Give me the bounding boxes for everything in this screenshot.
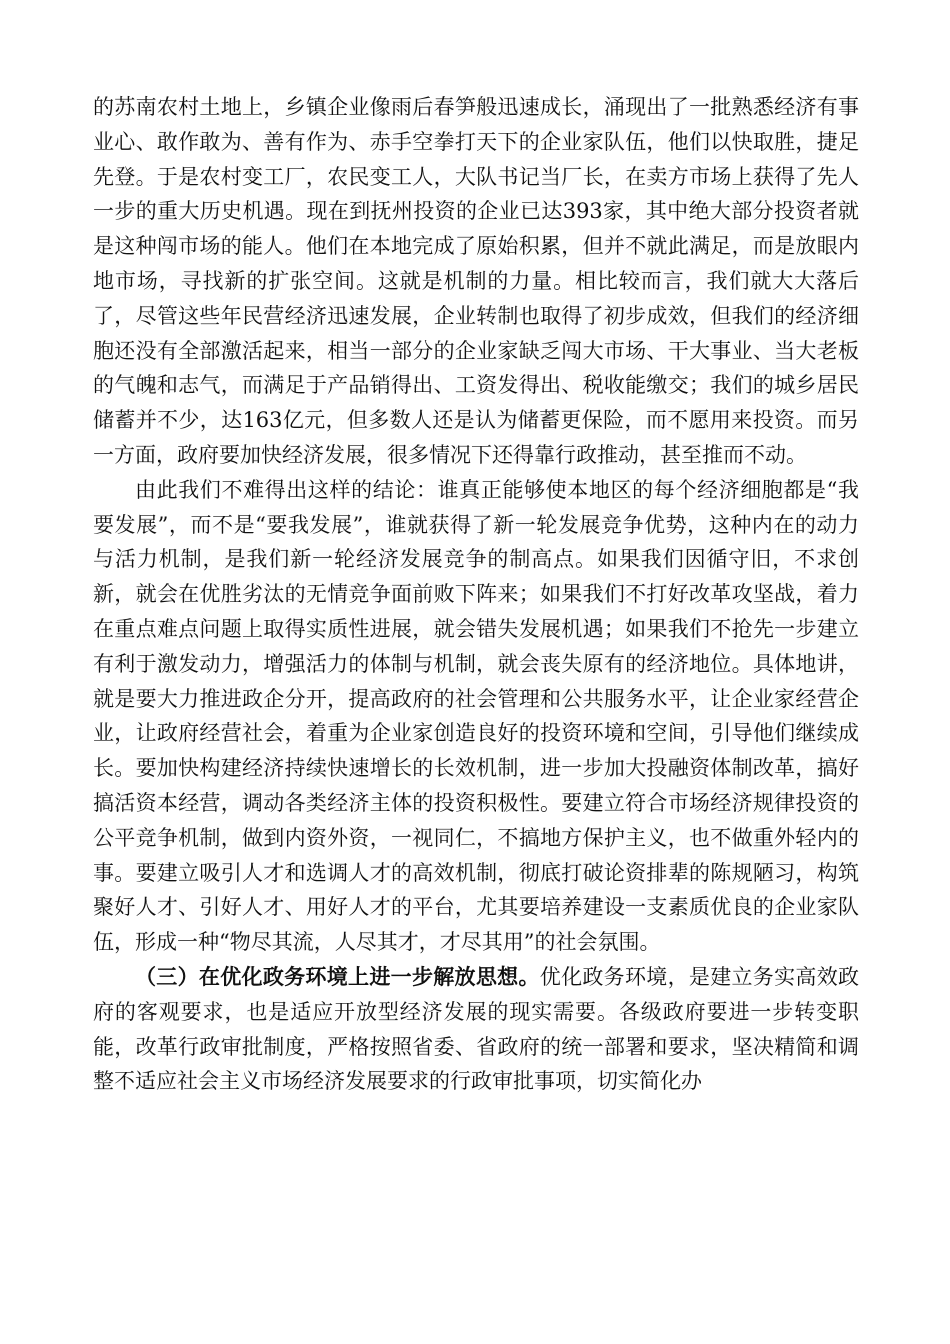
paragraph-3 — [93, 960, 859, 1099]
paragraph-3-body: 优化政务环境，是建立务实高效政府的客观要求，也是适应开放型经济发展的现实需要。各级政府要进一步转变职能，改革行政审批制度，严格按照省委、省政府的统一部署和要求，坚决精简和调整不适应社会主义市场经济发展要求的行政审批事项，切实简化办 — [93, 964, 860, 1094]
paragraph-1: 的苏南农村土地上，乡镇企业像雨后春笋般迅速成长，涌现出了一批熟悉经济有事业心、敢作敢为、善有作为、赤手空拳打天下的企业家队伍，他们以快取胜，捷足先登。于是农村变工厂，农民变工人，大队书记当厂长，在卖方市场上获得了先人一步的重大历史机遇。现在到抚州投资的企业已达393家，其中绝大部分投资者就是这种闯市场的能人。他们在本地完成了原始积累，但并不就此满足，而是放眼内地市场，寻找新的扩张空间。这就是机制的力量。相比较而言，我们就大大落后了，尽管这些年民营经济迅速发展，企业转制也取得了初步成效，但我们的经济细胞还没有全部激活起来，相当一部分的企业家缺乏闯大市场、干大事业、当大老板的气魄和志气，而满足于产品销得出、工资发得出、税收能缴交；我们的城乡居民储蓄并不少，达163亿元，但多数人还是认为储蓄更保险，而不愿用来投资。而另一方面，政府要加快经济发展，很多情况下还得靠行政推动，甚至推而不动。 — [93, 95, 859, 467]
section-heading: （三）在优化政务环境上进一步解放思想。 — [135, 963, 540, 989]
paragraph-2: 由此我们不难得出这样的结论：谁真正能够使本地区的每个经济细胞都是“我要发展”，而不是“要我发展”，谁就获得了新一轮发展竞争优势，这种内在的动力与活力机制，是我们新一轮经济发展竞争的制高点。如果我们因循守旧，不求创新，就会在优胜劣汰的无情竞争面前败下阵来；如果我们不打好改革攻坚战，着力在重点难点问题上取得实质性进展，就会错失发展机遇；如果我们不抢先一步建立有利于激发动力，增强活力的体制与机制，就会丧失原有的经济地位。具体地讲，就是要大力推进政企分开，提高政府的社会管理和公共服务水平，让企业家经营企业，让政府经营社会，着重为企业家创造良好的投资环境和空间，引导他们继续成长。要加快构建经济持续快速增长的长效机制，进一步加大投融资体制改革，搞好搞活资本经营，调动各类经济主体的投资积极性。要建立符合市场经济规律投资的公平竞争机制，做到内资外资，一视同仁，不搞地方保护主义，也不做重外轻内的事。要建立吸引人才和选调人才的高效机制，彻底打破论资排辈的陈规陋习，构筑聚好人才、引好人才、用好人才的平台，尤其要培养建设一支素质优良的企业家队伍，形成一种“物尽其流，人尽其才，才尽其用”的社会氛围。 — [93, 477, 859, 955]
document-page — [93, 90, 859, 1099]
